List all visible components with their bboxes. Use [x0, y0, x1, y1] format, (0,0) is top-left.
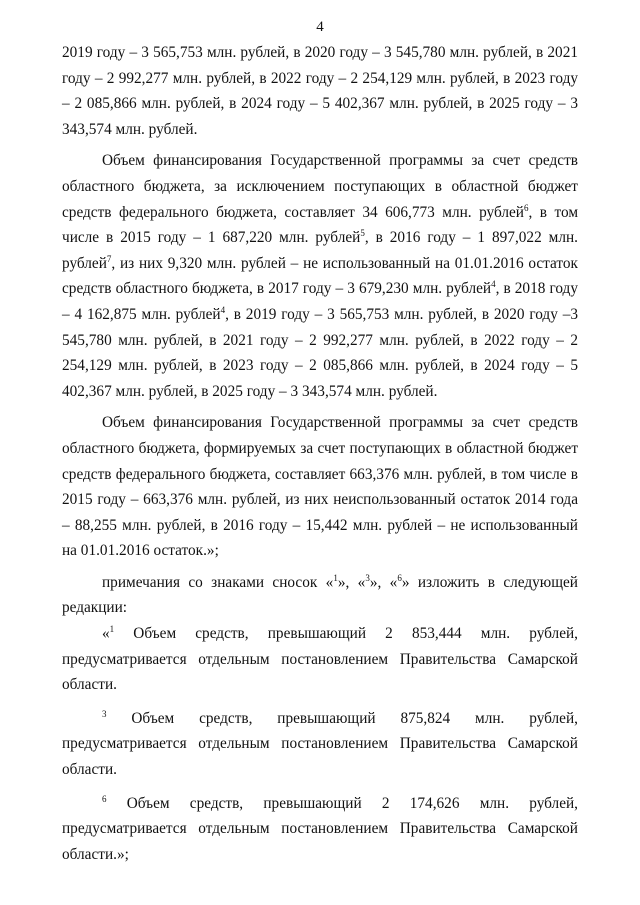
text-segment: » изложить в следующей редакции:: [62, 573, 578, 617]
note-text: Объем средств, превышающий 875,824 млн. рублей, предусматривается отдельным постановлением Правительства Самарской области.: [62, 709, 578, 779]
note-text: Объем средств, превышающий 2 174,626 млн. рублей, предусматривается отдельным постановлением Правительства Самарской области.»;: [62, 794, 578, 863]
note-text: Объем средств, превышающий 2 853,444 млн. рублей, предусматривается отдельным постановлением Правительства Самарской области.: [62, 625, 578, 694]
text-segment: , в 2019 году – 3 565,753 млн. рублей, в 2020 году –3 545,780 млн. рублей, в 2021 году – 2 992,277 млн. рублей, в 2022 году – 2 254,129 млн. рублей, в 2023 году – 2 085,866 млн. рублей, в 2024 году – 5 402,367 млн. рублей, в 2025 году – 3 343,574 млн. рублей.: [62, 305, 578, 400]
text-segment: , из них 9,320 млн. рублей – не использованный на 01.01.2016 остаток средств областного бюджета, в 2017 году – 3 679,230 млн. рублей: [62, 254, 578, 298]
footnote-mark: 6: [102, 793, 107, 804]
page-number: 4: [316, 19, 324, 35]
footnote-mark: 3: [365, 572, 370, 583]
text-segment: », «: [337, 573, 366, 591]
paragraph-footnote-instruction: [62, 570, 578, 621]
footnote-mark: 3: [102, 708, 107, 719]
paragraph-federal-funds-funding: Объем финансирования Государственной программы за счет средств областного бюджета, формируемых за счет поступающих в областной бюджет средств федерального бюджета, составляет 663,376 млн. рублей, в том числе в 2015 году – 663,376 млн. рублей, из них неиспользованный остаток 2014 года – 88,255 млн. рублей, в 2016 году – 15,442 млн. рублей – не использованный на 01.01.2016 остаток.»;: [62, 414, 578, 560]
paragraph-regional-budget-funding: [62, 148, 578, 404]
text-segment: , в том числе в 2015 году – 1 687,220 млн. рублей: [62, 203, 578, 247]
footnote-mark: 1: [109, 624, 115, 635]
document-body: [62, 40, 578, 867]
footnote-mark: 4: [491, 279, 496, 290]
text-segment: , в 2018 году – 4 162,875 млн. рублей: [62, 280, 578, 323]
footnote-mark: 4: [220, 304, 226, 315]
text-segment: Объем финансирования Государственной программы за счет средств областного бюджета, за исключением поступающих в областной бюджет средств федерального бюджета, составляет 34 606,773 млн. рублей: [62, 152, 578, 221]
note-prefix: «: [102, 625, 110, 643]
text-segment: , в 2016 году – 1 897,022 млн. рублей: [62, 229, 578, 272]
footnote-mark: 6: [397, 572, 402, 583]
text-segment: примечания со знаками сносок «: [102, 573, 334, 591]
footnote-mark: 6: [523, 202, 529, 213]
footnote-mark: 7: [106, 253, 112, 264]
footnote-mark: 1: [333, 572, 338, 583]
paragraph-funding-continuation: 2019 году – 3 565,753 млн. рублей, в 2020 году – 3 545,780 млн. рублей, в 2021 году – 2 992,277 млн. рублей, в 2022 году – 2 254,129 млн. рублей, в 2023 году – 2 085,866 млн. рублей, в 2024 году – 5 402,367 млн. рублей, в 2025 году – 3 343,574 млн. рублей.: [62, 44, 578, 138]
footnote-note-3: [62, 706, 578, 783]
footnote-mark: 5: [360, 228, 365, 239]
text-segment: », «: [369, 573, 398, 591]
footnote-note-6: [62, 791, 578, 868]
footnote-note-1: [62, 621, 578, 698]
